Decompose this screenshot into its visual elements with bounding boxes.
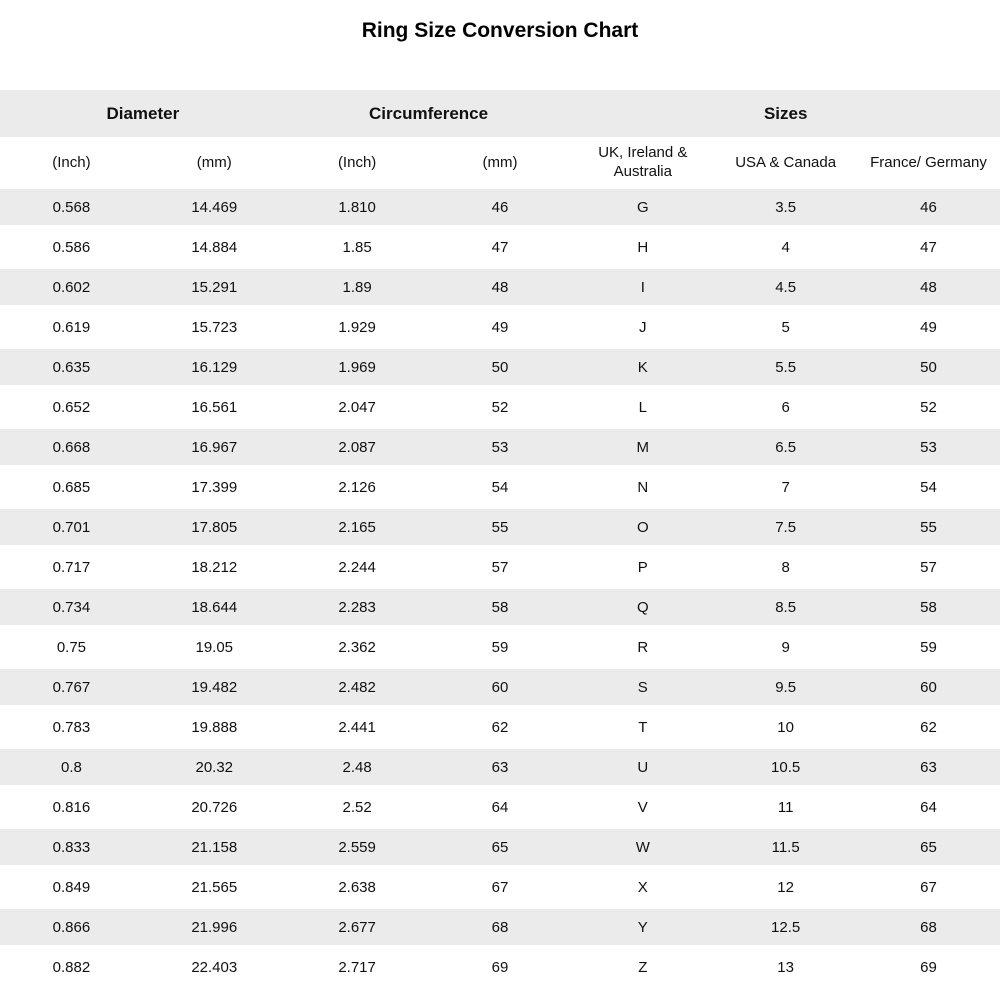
table-row: [0, 627, 1000, 667]
table-cell: G: [636, 198, 649, 216]
table-cell: 21.996: [191, 918, 238, 936]
table-cell: 2.48: [342, 758, 372, 776]
column-header-france-germany: France/ Germany: [870, 153, 987, 171]
table-cell: 52: [920, 398, 937, 416]
table-cell: 50: [920, 358, 937, 376]
table-cell: 9.5: [775, 678, 797, 696]
table-row: [0, 587, 1000, 627]
table-cell: 0.866: [52, 918, 91, 936]
table-cell: 9: [781, 638, 790, 656]
table-cell: 55: [920, 518, 937, 536]
table-row: [0, 787, 1000, 827]
table-cell: P: [637, 558, 648, 576]
table-cell: 0.635: [52, 358, 91, 376]
table-cell: 49: [920, 318, 937, 336]
table-cell: 16.129: [191, 358, 238, 376]
table-cell: 0.685: [52, 478, 91, 496]
table-cell: 0.882: [52, 958, 91, 976]
table-cell: 10: [777, 718, 794, 736]
table-cell: 5.5: [775, 358, 797, 376]
table-cell: 0.717: [52, 558, 91, 576]
column-header-diameter-mm: (mm): [196, 153, 232, 171]
table-cell: H: [637, 238, 649, 256]
table-cell: 60: [491, 678, 509, 696]
table-cell: 59: [920, 638, 937, 656]
table-cell: 0.602: [52, 278, 91, 296]
table-cell: 68: [920, 918, 937, 936]
table-cell: 2.559: [338, 838, 376, 856]
table-cell: 1.969: [338, 358, 376, 376]
table-cell: V: [637, 798, 648, 816]
table-cell: 0.833: [52, 838, 91, 856]
table-cell: 69: [920, 958, 937, 976]
column-header-circumference-inch: (Inch): [337, 153, 377, 171]
table-cell: 47: [491, 238, 509, 256]
table-cell: 0.701: [52, 518, 91, 536]
table-cell: 14.469: [191, 198, 238, 216]
table-cell: 67: [491, 878, 509, 896]
table-cell: 2.638: [338, 878, 376, 896]
table-cell: 64: [491, 798, 509, 816]
table-cell: O: [636, 518, 649, 536]
table-row: [0, 427, 1000, 467]
table-cell: 65: [491, 838, 509, 856]
table-row: [0, 187, 1000, 227]
table-cell: 53: [491, 438, 509, 456]
table-cell: 17.805: [191, 518, 238, 536]
table-cell: 12: [777, 878, 794, 896]
table-row: [0, 827, 1000, 867]
table-cell: 14.884: [191, 238, 238, 256]
table-cell: 0.568: [52, 198, 91, 216]
table-cell: 8.5: [775, 598, 797, 616]
table-cell: 65: [920, 838, 937, 856]
table-cell: 3.5: [775, 198, 797, 216]
table-cell: 67: [920, 878, 937, 896]
table-cell: 0.586: [52, 238, 91, 256]
table-cell: 1.85: [342, 238, 372, 256]
group-header-sizes: Sizes: [763, 103, 808, 123]
table-cell: Q: [636, 598, 649, 616]
table-cell: 7.5: [775, 518, 797, 536]
table-cell: W: [635, 838, 650, 856]
table-cell: 5: [781, 318, 790, 336]
table-cell: K: [637, 358, 648, 376]
column-header-circumference-mm: (mm): [482, 153, 518, 171]
table-cell: 60: [920, 678, 937, 696]
table-cell: 4.5: [775, 278, 797, 296]
table-cell: 46: [920, 198, 937, 216]
table-row: [0, 747, 1000, 787]
table-cell: 46: [491, 198, 509, 216]
table-cell: 12.5: [771, 918, 801, 936]
table-cell: 0.783: [52, 718, 91, 736]
ring-size-table: [0, 90, 1000, 987]
table-cell: 16.561: [191, 398, 238, 416]
table-cell: 2.677: [338, 918, 376, 936]
table-cell: 48: [491, 278, 509, 296]
table-cell: 6.5: [775, 438, 797, 456]
table-cell: U: [637, 758, 649, 776]
table-cell: 0.668: [52, 438, 91, 456]
table-cell: J: [639, 318, 647, 336]
table-row: [0, 707, 1000, 747]
table-row: [0, 507, 1000, 547]
group-header-circumference: Circumference: [369, 103, 489, 123]
table-cell: 4: [781, 238, 790, 256]
table-cell: 21.565: [191, 878, 238, 896]
table-row: [0, 347, 1000, 387]
page-title: Ring Size Conversion Chart: [361, 19, 639, 42]
table-cell: 63: [491, 758, 509, 776]
table-cell: 0.652: [52, 398, 91, 416]
table-cell: 0.75: [56, 638, 87, 656]
column-header-uk-ireland-australia: UK, Ireland & Australia: [598, 144, 688, 180]
table-cell: L: [638, 398, 647, 416]
table-group-header-row: [0, 90, 1000, 137]
table-row: [0, 547, 1000, 587]
table-cell: 18.644: [191, 598, 238, 616]
table-cell: M: [636, 438, 650, 456]
table-cell: 20.726: [191, 798, 238, 816]
table-cell: Y: [637, 918, 648, 936]
table-cell: 0.816: [52, 798, 91, 816]
table-cell: 47: [920, 238, 937, 256]
table-cell: 1.89: [342, 278, 372, 296]
table-row: [0, 467, 1000, 507]
table-cell: 11: [777, 798, 794, 816]
table-cell: 2.717: [338, 958, 376, 976]
table-cell: N: [637, 478, 649, 496]
table-cell: 62: [491, 718, 509, 736]
table-cell: 20.32: [195, 758, 234, 776]
table-cell: 54: [491, 478, 509, 496]
table-cell: I: [640, 278, 645, 296]
table-cell: 16.967: [191, 438, 238, 456]
table-cell: 58: [491, 598, 509, 616]
table-cell: R: [637, 638, 649, 656]
table-cell: Z: [638, 958, 648, 976]
table-row: [0, 227, 1000, 267]
table-cell: 57: [491, 558, 509, 576]
table-cell: 1.810: [338, 198, 376, 216]
table-cell: 2.126: [338, 478, 376, 496]
table-cell: 62: [920, 718, 937, 736]
table-cell: 22.403: [191, 958, 238, 976]
table-cell: 63: [920, 758, 937, 776]
table-cell: 2.165: [338, 518, 376, 536]
table-cell: 2.283: [338, 598, 376, 616]
table-cell: 2.087: [338, 438, 376, 456]
table-cell: 19.482: [191, 678, 238, 696]
table-cell: 11.5: [771, 838, 800, 856]
table-cell: T: [638, 718, 648, 736]
table-cell: 50: [491, 358, 509, 376]
table-cell: 13: [777, 958, 794, 976]
column-header-diameter-inch: (Inch): [52, 153, 91, 171]
table-cell: 57: [920, 558, 937, 576]
table-body: [0, 187, 1000, 987]
column-header-usa-canada: USA & Canada: [735, 153, 837, 171]
table-cell: 7: [781, 478, 790, 496]
table-cell: 19.05: [195, 638, 234, 656]
table-cell: 19.888: [191, 718, 238, 736]
table-row: [0, 867, 1000, 907]
table-cell: 52: [491, 398, 509, 416]
table-cell: 2.52: [342, 798, 372, 816]
table-row: [0, 267, 1000, 307]
table-cell: 53: [920, 438, 937, 456]
table-cell: 6: [781, 398, 790, 416]
table-cell: 0.849: [52, 878, 91, 896]
table-cell: 0.734: [52, 598, 91, 616]
table-cell: 2.362: [338, 638, 376, 656]
table-cell: 21.158: [191, 838, 238, 856]
table-column-header-row: [0, 137, 1000, 187]
table-cell: 59: [491, 638, 509, 656]
table-cell: 10.5: [771, 758, 801, 776]
table-row: [0, 387, 1000, 427]
table-cell: 2.047: [338, 398, 376, 416]
table-cell: 18.212: [191, 558, 238, 576]
table-row: [0, 947, 1000, 987]
table-row: [0, 907, 1000, 947]
table-cell: 8: [781, 558, 790, 576]
table-cell: X: [637, 878, 648, 896]
table-cell: 68: [491, 918, 509, 936]
table-cell: 49: [491, 318, 509, 336]
table-cell: 55: [491, 518, 509, 536]
table-cell: 0.619: [52, 318, 91, 336]
table-cell: 17.399: [191, 478, 238, 496]
table-cell: 0.8: [60, 758, 82, 776]
table-cell: 64: [920, 798, 937, 816]
table-row: [0, 667, 1000, 707]
table-cell: 48: [920, 278, 937, 296]
table-cell: 69: [491, 958, 509, 976]
table-cell: 15.723: [191, 318, 238, 336]
table-cell: 54: [920, 478, 937, 496]
table-cell: 1.929: [338, 318, 376, 336]
group-header-diameter: Diameter: [106, 103, 180, 123]
table-cell: 58: [920, 598, 937, 616]
table-cell: S: [637, 678, 648, 696]
table-row: [0, 307, 1000, 347]
table-cell: 2.482: [338, 678, 376, 696]
table-cell: 2.244: [338, 558, 376, 576]
table-cell: 2.441: [338, 718, 376, 736]
table-cell: 15.291: [191, 278, 238, 296]
table-cell: 0.767: [52, 678, 91, 696]
